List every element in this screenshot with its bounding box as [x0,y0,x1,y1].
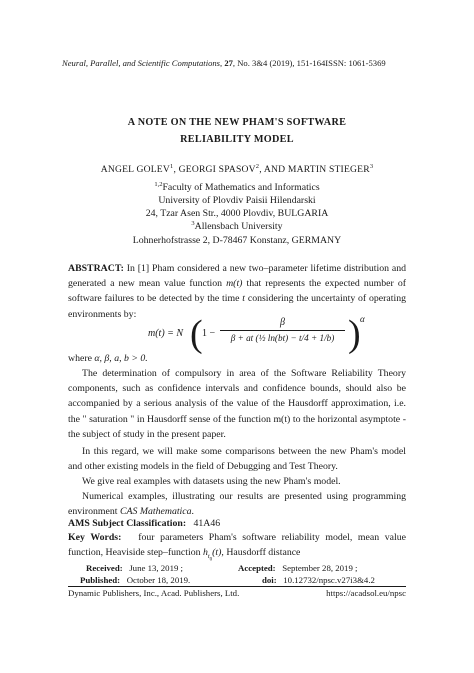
left-paren: ( [190,313,203,355]
running-header: Neural, Parallel, and Scientific Computations, 27, No. 3&4 (2019), 151-164ISSN: 1061-5369 [62,58,386,68]
equation-one-minus: 1 − [202,328,216,339]
published-date: Published: October 18, 2019. [80,575,191,585]
equation-fraction [220,316,345,345]
equation-exponent: α [360,314,365,324]
author-3: , AND MARTIN STIEGER [259,164,370,175]
paper-title-line-2: RELIABILITY MODEL [180,134,294,145]
received-date: Received: June 13, 2019 ; [86,563,184,573]
equation-condition: where α, β, a, b > 0. [68,353,148,364]
footer-rule [68,586,406,587]
affiliation-line-4: $^3$Allensbach University [191,220,283,232]
ams-classification: AMS Subject Classification: 41A46 [68,518,221,529]
abstract-paragraph-3: In this regard, we will make some comparisons between the new Pham's model and other existing models in the field of Debugging and Test Theory. [68,446,406,473]
equation-lhs: m(t) = N [148,328,184,339]
equation-numerator: β [280,317,285,328]
abstract-paragraph-4: We give real examples with datasets using the new Pham's model. [82,476,341,487]
affiliation-line-5: Lohnerhofstrasse 2, D-78467 Konstanz, GERMANY [132,235,342,246]
journal-url[interactable]: https://acadsol.eu/npsc [326,588,406,598]
accepted-date: Accepted: September 28, 2019 ; [238,563,358,573]
paper-title-line-1: A NOTE ON THE NEW PHAM'S SOFTWARE [127,117,347,128]
journal-name: Neural, Parallel, and Scientific Computations [62,58,221,68]
affiliation-line-3: 24, Tzar Asen Str., 4000 Plovdiv, BULGARIA [145,208,329,219]
publisher-name: Dynamic Publishers, Inc., Acad. Publishers, Ltd. [68,588,240,598]
right-paren: ) [348,313,361,355]
affiliation-line-2: University of Plovdiv Paisii Hilendarski [158,195,316,206]
equation-denominator: β + at (½ ln(bt) − t/4 + 1/b) [230,333,335,343]
author-1: ANGEL GOLEV [100,164,170,175]
abstract-label: ABSTRACT: [68,263,124,274]
doi: doi: 10.12732/npsc.v27i3&4.2 [262,575,375,585]
keywords: Key Words: four parameters Pham's software reliability model, mean value function, Heaviside step–function $h_{t_0}(t)$, Hausdorff distance [68,532,406,563]
journal-issue: , No. 3&4 (2019), 151-164ISSN: 1061-5369 [232,58,386,68]
abstract-paragraph-2: The determination of compulsory in area of the Software Reliability Theory components, such as confidence intervals and confidence bounds, should also be accompanied by a serious analysis of the value of the Hausdorff approximation, i.e. the " saturation " in Hausdorff sense of the function m(t) to the horizontal asymptote - the subject of study in the present paper. [68,368,406,440]
affiliation-line-1: $^{1,2}$Faculty of Mathematics and Informatics [154,181,320,193]
journal-volume: 27 [224,58,233,68]
author-2: , GEORGI SPASOV [173,164,256,175]
abstract-paragraph-5: Numerical examples, illustrating our results are presented using programming environment CAS Mathematica. [68,491,406,518]
mean-value-equation [148,313,368,356]
author-list: ANGEL GOLEV$^1$, GEORGI SPASOV$^2$, AND MARTIN STIEGER$^3$ [100,163,374,175]
abstract-paragraph: ABSTRACT: In [1] Pham considered a new two–parameter lifetime distribution and generated a new mean value function m(t) that represents the expected number of software failures to be detected by the time t considering the uncertainty of operating environments by: [68,263,406,320]
